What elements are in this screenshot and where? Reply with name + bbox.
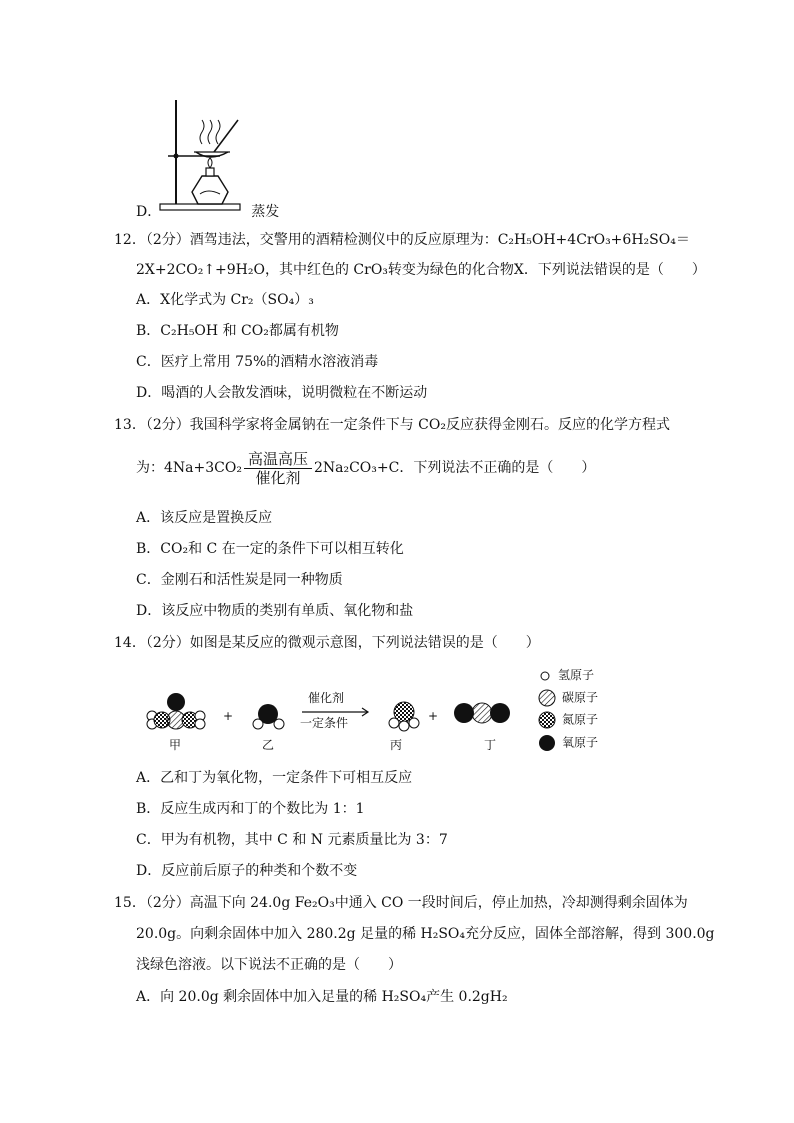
q13-option-a: A．该反应是置换反应: [136, 510, 273, 526]
q14-option-a: A．乙和丁为氧化物，一定条件下可相互反应: [136, 770, 413, 786]
q15-stem-line2: 20.0g。向剩余固体中加入 280.2g 足量的稀 H₂SO₄充分反应，固体全部溶解，得到 300.0g: [136, 926, 715, 942]
q14-stem-line1: 14．（2分）如图是某反应的微观示意图，下列说法错误的是（ ）: [114, 635, 540, 651]
molecule-jia: [147, 693, 205, 729]
evaporation-apparatus-figure: [158, 96, 248, 216]
molecule-yi: [253, 704, 284, 729]
equation-products: 2Na₂CO₃+C．下列说法不正确的是（ ）: [313, 460, 596, 476]
arrow-condition-top: 催化剂: [308, 691, 345, 705]
q14-option-c: C．甲为有机物，其中 C 和 N 元素质量比为 3：7: [136, 832, 448, 848]
legend-nitrogen: 氮原子: [538, 711, 598, 729]
q13-option-b: B．CO₂和 C 在一定的条件下可以相互转化: [136, 541, 404, 557]
molecule-bing: [389, 702, 419, 731]
legend-carbon: 碳原子: [538, 689, 598, 707]
q14-option-b: B．反应生成丙和丁的个数比为 1：1: [136, 801, 365, 817]
label-jia: 甲: [169, 738, 182, 752]
q11-option-d: [136, 202, 279, 222]
hydrogen-atom-icon: [538, 669, 552, 683]
q12-option-c: C．医疗上常用 75%的酒精水溶液消毒: [136, 354, 379, 370]
label-ding: 丁: [484, 738, 497, 752]
q13-option-c: C．金刚石和活性炭是同一种物质: [136, 572, 343, 588]
option-letter: D．: [136, 204, 162, 220]
molecule-ding: [454, 703, 510, 723]
q15-stem-line3: 浅绿色溶液。以下说法不正确的是（ ）: [136, 957, 402, 973]
q14-option-d: D．反应前后原子的种类和个数不变: [136, 863, 358, 879]
q15-stem-line1: 15．（2分）高温下向 24.0g Fe₂O₃中通入 CO 一段时间后，停止加热，冷却测得剩余固体为: [114, 895, 688, 911]
arrow-condition-bottom: 一定条件: [300, 716, 349, 730]
plus-sign: +: [223, 709, 234, 723]
legend-hydrogen: 氢原子: [538, 668, 594, 683]
q13-stem-line1: 13．（2分）我国科学家将金属钠在一定条件下与 CO₂反应获得金刚石。反应的化学方程式: [114, 417, 670, 433]
carbon-atom-icon: [538, 689, 556, 707]
q13-option-d: D．该反应中物质的类别有单质、氧化物和盐: [136, 603, 414, 619]
label-bing: 丙: [390, 738, 403, 752]
legend-oxygen: 氧原子: [538, 734, 598, 752]
reaction-condition: [244, 450, 312, 487]
condition-bottom: 催化剂: [255, 468, 301, 487]
equation-reactants: 为：4Na+3CO₂: [136, 460, 242, 476]
q12-option-a: A．X化学式为 Cr₂（SO₄）₃: [136, 292, 314, 308]
plus-sign: +: [428, 709, 439, 723]
condition-top: 高温高压: [244, 450, 312, 469]
oxygen-atom-icon: [538, 734, 556, 752]
q15-option-a: A．向 20.0g 剩余固体中加入足量的稀 H₂SO₄产生 0.2gH₂: [136, 989, 508, 1005]
q12-stem-line2: 2X+2CO₂↑+9H₂O，其中红色的 CrO₃转变为绿色的化合物X．下列说法错误的是（ ）: [136, 262, 706, 278]
option-text: 蒸发: [251, 204, 280, 220]
q12-stem-line1: 12．（2分）酒驾违法，交警用的酒精检测仪中的反应原理为：C₂H₅OH+4CrO₃+6H₂SO₄＝: [114, 232, 690, 248]
label-yi: 乙: [262, 738, 275, 752]
q13-equation-line: [136, 448, 595, 488]
q12-option-b: B．C₂H₅OH 和 CO₂都属有机物: [136, 323, 339, 339]
q12-option-d: D．喝酒的人会散发酒味，说明微粒在不断运动: [136, 385, 428, 401]
nitrogen-atom-icon: [538, 711, 556, 729]
